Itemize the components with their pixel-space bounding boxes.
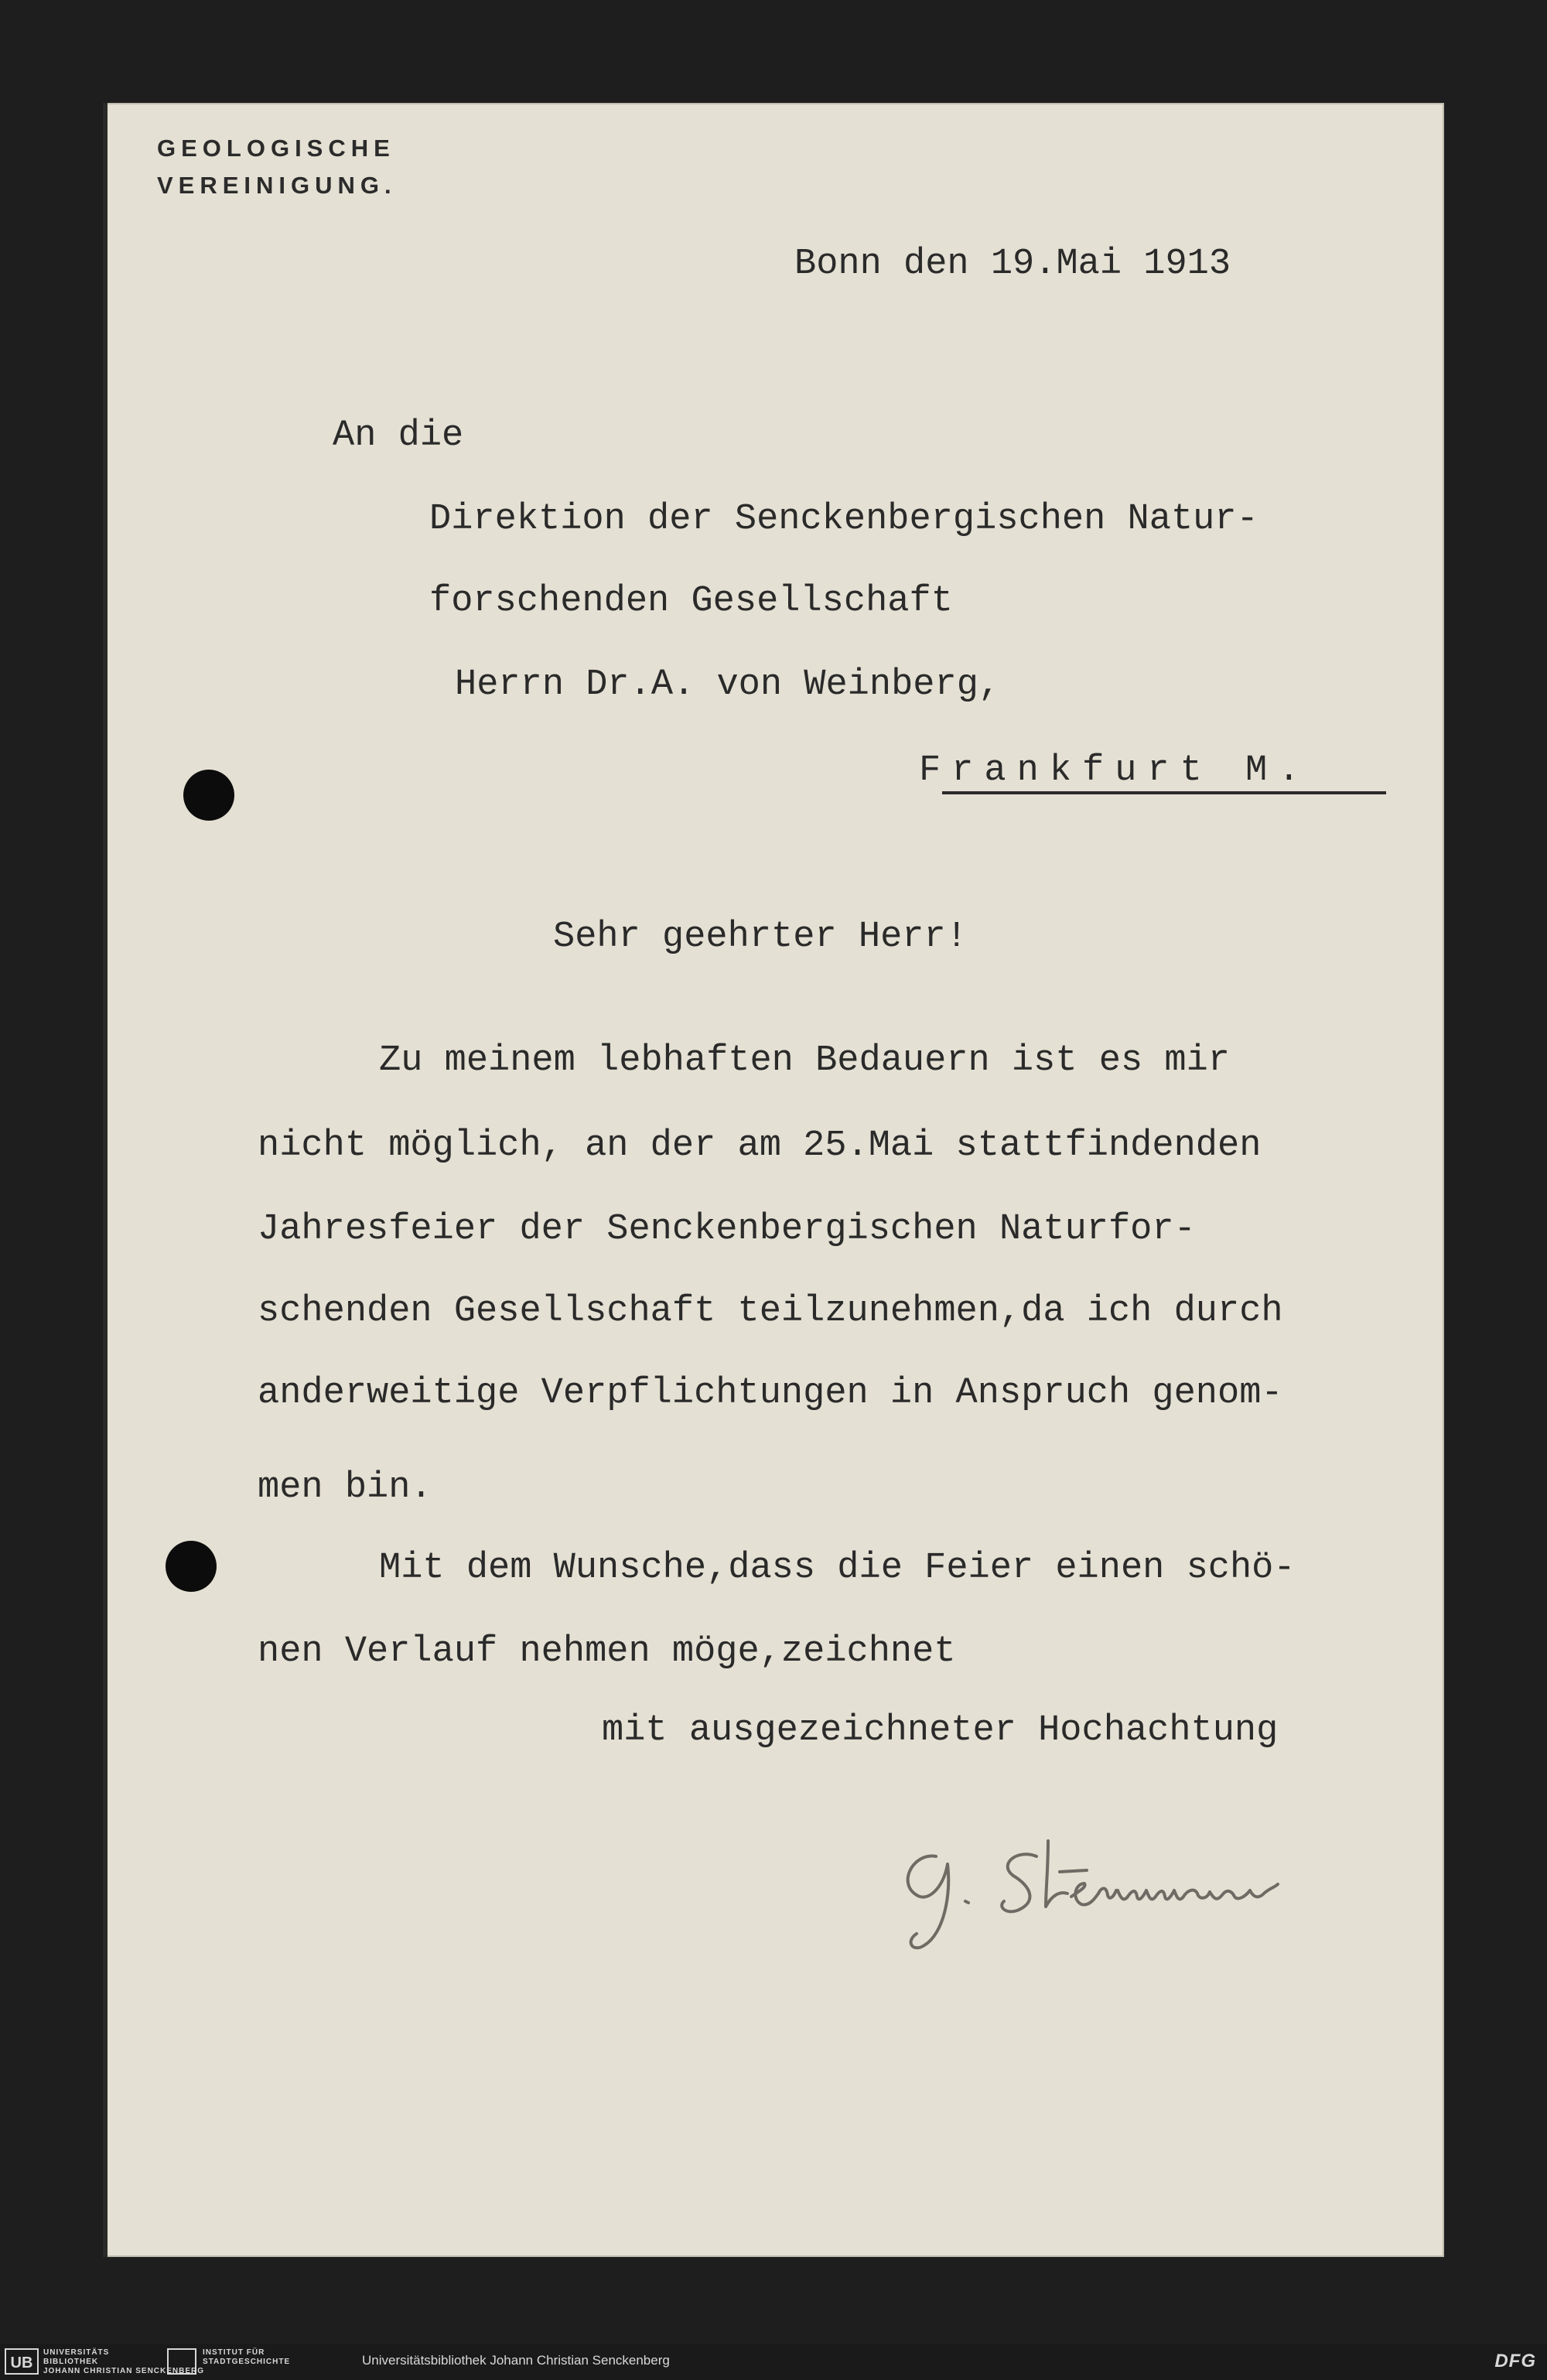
- body-line-5: anderweitige Verpflichtungen in Anspruch genom-: [258, 1373, 1283, 1414]
- institute-logo: [167, 2348, 196, 2375]
- ub-name-line-1: UNIVERSITÄTS: [43, 2348, 110, 2357]
- letterhead-line-1: GEOLOGISCHE: [157, 135, 395, 162]
- punch-hole-upper: [183, 770, 234, 821]
- institute-name-line-2: STADTGESCHICHTE: [203, 2358, 291, 2366]
- body-line-7: Mit dem Wunsche,dass die Feier einen schö-: [379, 1548, 1296, 1589]
- body-line-6: men bin.: [258, 1467, 432, 1508]
- ub-name-line-3: JOHANN CHRISTIAN SENCKENBERG: [43, 2367, 205, 2375]
- footer-credit: Universitätsbibliothek Johann Christian Senckenberg: [362, 2353, 670, 2368]
- place-date: Bonn den 19.Mai 1913: [794, 244, 1231, 285]
- body-line-4: schenden Gesellschaft teilzunehmen,da ich durch: [258, 1291, 1283, 1332]
- ub-name-line-2: BIBLIOTHEK: [43, 2358, 99, 2366]
- body-line-2: nicht möglich, an der am 25.Mai stattfindenden: [258, 1125, 1262, 1166]
- closing: mit ausgezeichneter Hochachtung: [602, 1710, 1279, 1751]
- dfg-logo: DFG: [1494, 2351, 1536, 2371]
- letterhead: [157, 130, 397, 204]
- city-underline: [942, 791, 1386, 794]
- punch-hole-lower: [166, 1541, 217, 1592]
- body-line-8: nen Verlauf nehmen möge,zeichnet: [258, 1631, 956, 1672]
- address-line-3: forschenden Gesellschaft: [429, 581, 953, 622]
- address-line-2: Direktion der Senckenbergischen Natur-: [429, 499, 1258, 540]
- ub-logo: UB: [5, 2348, 39, 2375]
- body-line-3: Jahresfeier der Senckenbergischen Naturfor-: [258, 1209, 1196, 1250]
- letterhead-line-2: VEREINIGUNG.: [157, 172, 397, 199]
- footer-bar: [0, 2344, 1547, 2380]
- institute-name: [203, 2348, 290, 2367]
- institute-name-line-1: INSTITUT FÜR: [203, 2348, 265, 2357]
- address-line-4: Herrn Dr.A. von Weinberg,: [455, 664, 1001, 705]
- salutation: Sehr geehrter Herr!: [553, 917, 968, 958]
- address-line-5: Frankfurt M.: [919, 750, 1311, 791]
- body-line-1: Zu meinem lebhaften Bedauern ist es mir: [379, 1040, 1230, 1081]
- handwritten-signature: [882, 1810, 1346, 1965]
- address-line-1: An die: [333, 415, 464, 456]
